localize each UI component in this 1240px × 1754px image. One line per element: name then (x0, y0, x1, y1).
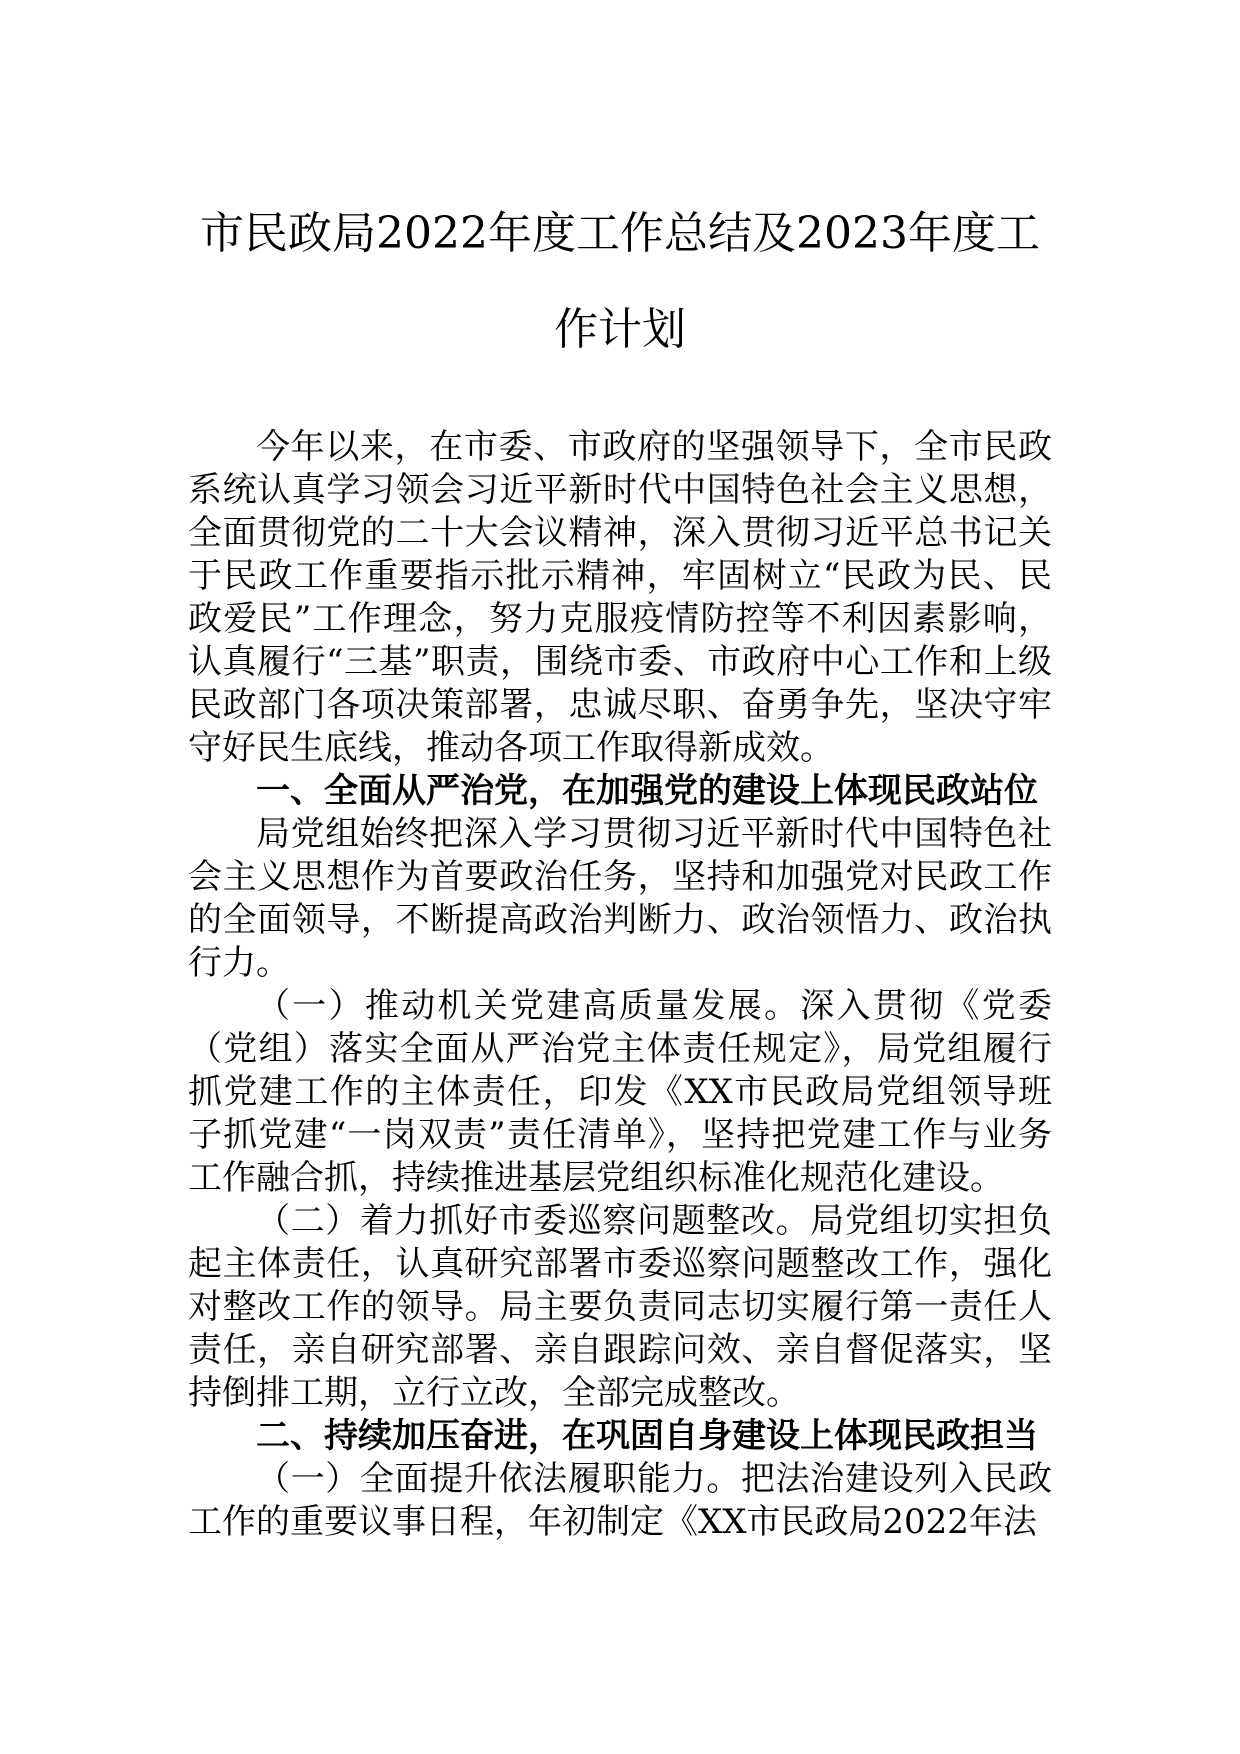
section-heading-2: 二、持续加压奋进，在巩固自身建设上体现民政担当 (256, 1416, 1038, 1456)
paragraph-intro: 今年以来，在市委、市政府的坚强领导下，全市民政系统认真学习领会习近平新时代中国特色社会主义思想，全面贯彻党的二十大会议精神，深入贯彻习近平总书记关于民政工作重要指示批示精神，牢固树立“民政为民、民政爱民”工作理念，努力克服疫情防控等不利因素影响，认真履行“三基”职责，围绕市委、市政府中心工作和上级民政部门各项决策部署，忠诚尽职、奋勇争先，坚决守牢守好民生底线，推动各项工作取得新成效。 (188, 427, 1052, 768)
paragraph-subsection-2-1: （一）全面提升依法履职能力。把法治建设列入民政工作的重要议事日程，年初制定《XX市民政局2022年法 (188, 1459, 1052, 1542)
paragraph-subsection-1-1: （一）推动机关党建高质量发展。深入贯彻《党委（党组）落实全面从严治党主体责任规定》，局党组履行抓党建工作的主体责任，印发《XX市民政局党组领导班子抓党建“一岗双责”责任清单》，坚持把党建工作与业务工作融合抓，持续推进基层党组织标准化规范化建设。 (188, 986, 1052, 1198)
document-page (188, 0, 1052, 1754)
paragraph-subsection-1-2: （二）着力抓好市委巡察问题整改。局党组切实担负起主体责任，认真研究部署市委巡察问题整改工作，强化对整改工作的领导。局主要负责同志切实履行第一责任人责任，亲自研究部署、亲自跟踪问效、亲自督促落实，坚持倒排工期，立行立改，全部完成整改。 (188, 1201, 1052, 1413)
paragraph-section-1: 局党组始终把深入学习贯彻习近平新时代中国特色社会主义思想作为首要政治任务，坚持和加强党对民政工作的全面领导，不断提高政治判断力、政治领悟力、政治执行力。 (188, 814, 1052, 983)
document-body (188, 426, 1052, 1544)
section-heading-1: 一、全面从严治党，在加强党的建设上体现民政站位 (256, 771, 1038, 811)
document-title: 市民政局2022年度工作总结及2023年度工作计划 (200, 208, 1040, 355)
